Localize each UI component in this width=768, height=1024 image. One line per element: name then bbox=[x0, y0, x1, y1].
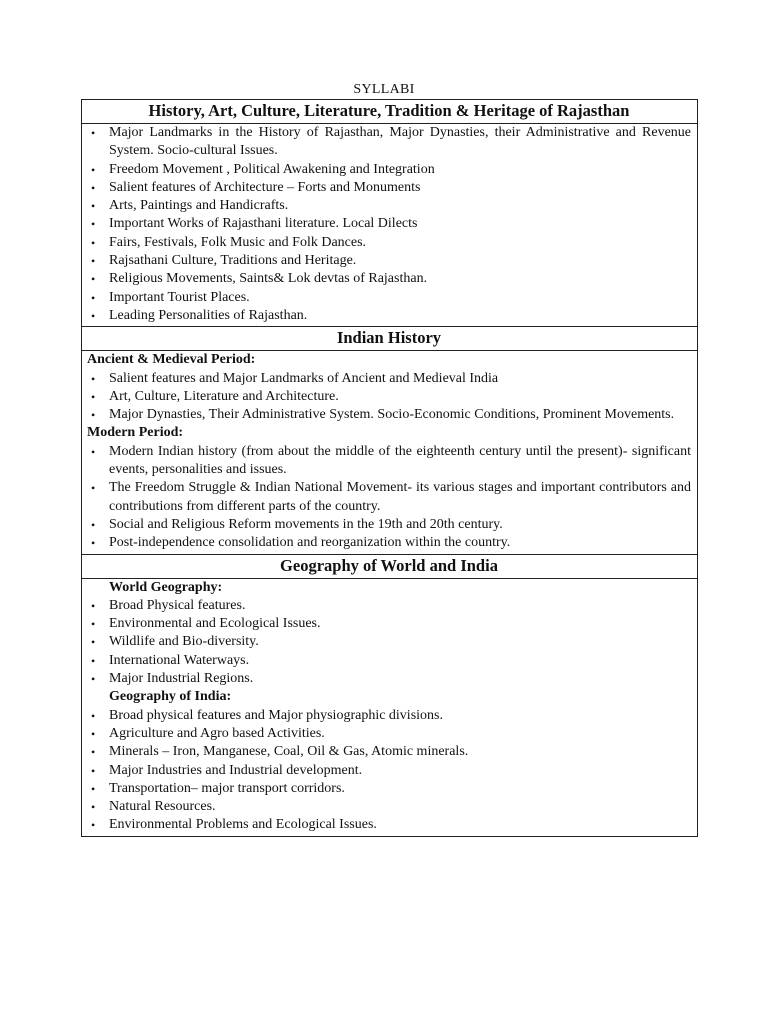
group-label: Modern Period: bbox=[87, 425, 184, 441]
list-item: • The Freedom Struggle & Indian National Movement- its various stages and important contributors and contributions from different parts of the country. bbox=[87, 479, 691, 516]
list-item: • Wildlife and Bio-diversity. bbox=[87, 633, 691, 651]
section-header-row bbox=[82, 327, 698, 351]
list-item: • Minerals – Iron, Manganese, Coal, Oil & Gas, Atomic minerals. bbox=[87, 743, 691, 761]
group-label: Geography of India: bbox=[109, 689, 232, 705]
list-item: • Major Industrial Regions. bbox=[87, 670, 691, 688]
bullet-list bbox=[87, 124, 691, 325]
section-body bbox=[82, 124, 698, 327]
list-item: • Natural Resources. bbox=[87, 798, 691, 816]
section-body-row bbox=[82, 124, 698, 327]
list-item: • Transportation– major transport corridors. bbox=[87, 780, 691, 798]
list-item: • Major Industries and Industrial development. bbox=[87, 762, 691, 780]
section-body bbox=[82, 578, 698, 836]
list-item: • Major Dynasties, Their Administrative System. Socio-Economic Conditions, Prominent Movements. bbox=[87, 406, 691, 424]
list-item: • Broad Physical features. bbox=[87, 597, 691, 615]
list-item: • Social and Religious Reform movements in the 19th and 20th century. bbox=[87, 516, 691, 534]
group-label: World Geography: bbox=[109, 579, 223, 595]
list-item: • Salient features of Architecture – Forts and Monuments bbox=[87, 179, 691, 197]
list-item: • Modern Indian history (from about the middle of the eighteenth century until the present)- significant events, personalities and issues. bbox=[87, 443, 691, 480]
group-label: Ancient & Medieval Period: bbox=[87, 352, 256, 368]
list-item: • Leading Personalities of Rajasthan. bbox=[87, 307, 691, 325]
list-item: • Salient features and Major Landmarks of Ancient and Medieval India bbox=[87, 370, 691, 388]
list-item: • Post-independence consolidation and reorganization within the country. bbox=[87, 534, 691, 552]
section-heading: History, Art, Culture, Literature, Tradition & Heritage of Rajasthan bbox=[82, 100, 698, 124]
list-item: • Fairs, Festivals, Folk Music and Folk Dances. bbox=[87, 234, 691, 252]
list-item: • Religious Movements, Saints& Lok devtas of Rajasthan. bbox=[87, 270, 691, 288]
bullet-list bbox=[87, 707, 691, 835]
section-body bbox=[82, 351, 698, 554]
section-body-row bbox=[82, 578, 698, 836]
section-heading: Indian History bbox=[82, 327, 698, 351]
list-item: • Important Works of Rajasthani literature. Local Dilects bbox=[87, 215, 691, 233]
syllabus-table bbox=[81, 99, 698, 837]
section-heading: Geography of World and India bbox=[82, 554, 698, 578]
section-header-row bbox=[82, 554, 698, 578]
list-item: • Important Tourist Places. bbox=[87, 289, 691, 307]
list-item: • Rajsathani Culture, Traditions and Heritage. bbox=[87, 252, 691, 270]
bullet-list bbox=[87, 597, 691, 688]
list-item: • Environmental Problems and Ecological Issues. bbox=[87, 816, 691, 834]
list-item: • Major Landmarks in the History of Rajasthan, Major Dynasties, their Administrative and Revenue System. Socio-cultural Issues. bbox=[87, 124, 691, 161]
list-item: • Freedom Movement , Political Awakening and Integration bbox=[87, 161, 691, 179]
list-item: • Environmental and Ecological Issues. bbox=[87, 615, 691, 633]
list-item: • Art, Culture, Literature and Architecture. bbox=[87, 388, 691, 406]
section-body-row bbox=[82, 351, 698, 554]
document-title: SYLLABI bbox=[353, 82, 415, 97]
list-item: • Agriculture and Agro based Activities. bbox=[87, 725, 691, 743]
list-item: • Broad physical features and Major physiographic divisions. bbox=[87, 707, 691, 725]
section-header-row bbox=[82, 100, 698, 124]
bullet-list bbox=[87, 443, 691, 553]
bullet-list bbox=[87, 370, 691, 425]
list-item: • Arts, Paintings and Handicrafts. bbox=[87, 197, 691, 215]
list-item: • International Waterways. bbox=[87, 652, 691, 670]
